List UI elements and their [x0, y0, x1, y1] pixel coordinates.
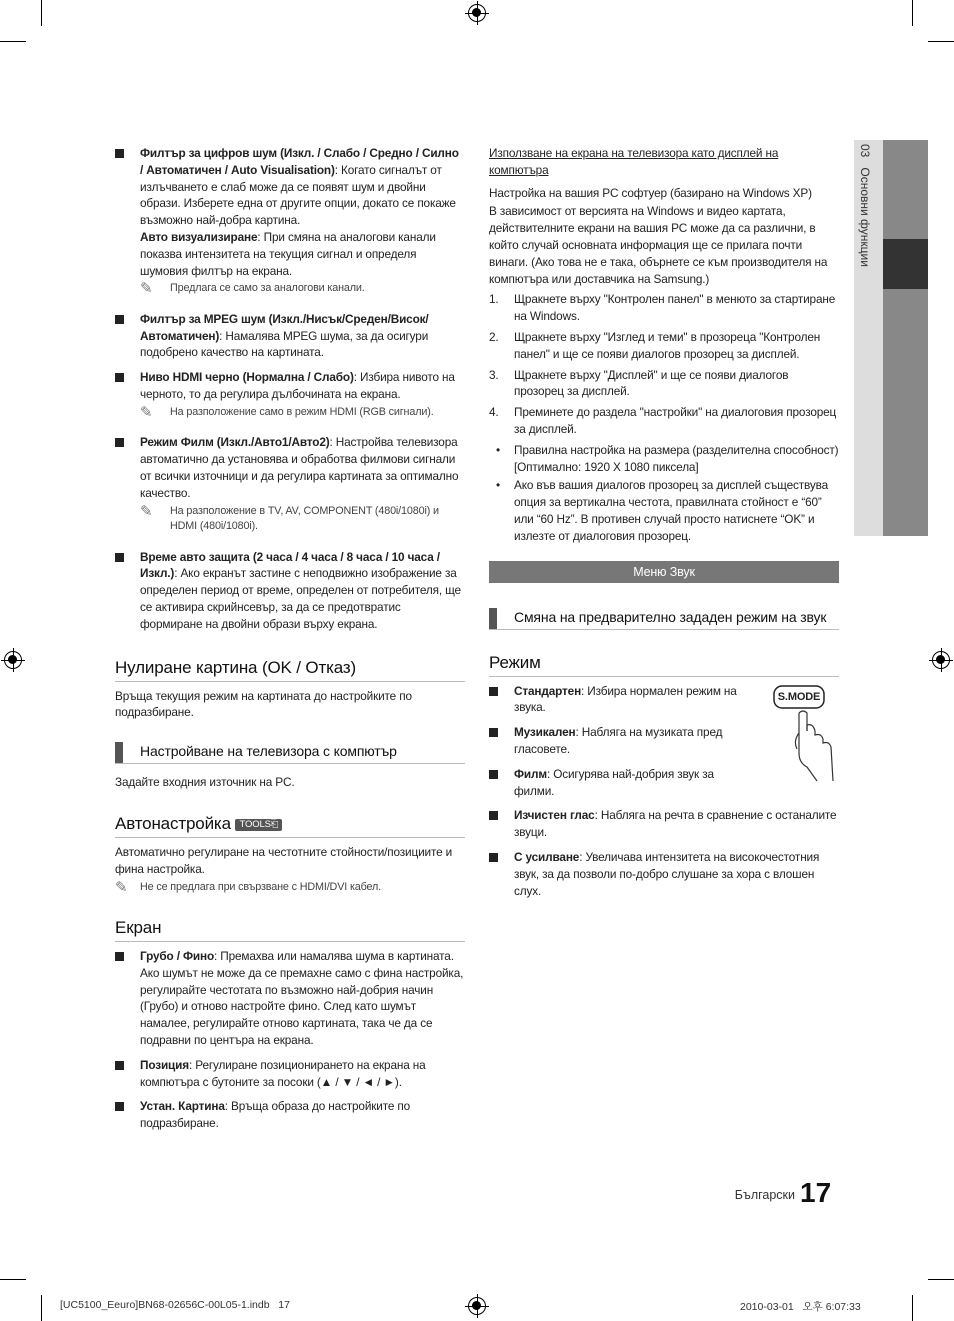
crop-mark [0, 41, 26, 42]
subsection-heading: Смяна на предварително зададен режим на звук [489, 607, 839, 630]
list-item: Ниво HDMI черно (Нормална / Слабо): Избира нивото на черното, то да регулира дълбочината на екрана. ✎ На разположение само в режим HDMI (RGB сигнали). [115, 369, 465, 420]
side-tab-marker [883, 239, 928, 289]
crop-mark [41, 0, 42, 26]
list-item: • Ако във вашия диалогов прозорец за дисплей съществува опция за вертикална честота, правилната стойност е “60” или “60 Hz”. В противен случай просто натиснете “OK” и излезте от диалоговия прозорец. [496, 478, 829, 543]
slug-date: 2010-03-01 오후 6:07:33 [740, 1301, 861, 1313]
note-pencil-icon: ✎ [140, 502, 153, 520]
note-pencil-icon: ✎ [140, 403, 153, 421]
note: ✎ На разположение в TV, AV, COMPONENT (480i/1080i) и HDMI (480i/1080i). [140, 502, 439, 533]
note-pencil-icon: ✎ [115, 878, 128, 896]
crop-mark [912, 1295, 913, 1321]
paragraph: Автоматично регулиране на честотните стойности/позициите и фина настройка. [115, 844, 453, 876]
list-item: Изчистен глас: Наблягa на речта в сравнение с останалите звуци. [489, 807, 839, 841]
section-heading: Нулиране картина (OK / Отказ) [115, 657, 465, 682]
paragraph: В зависимост от версията на Windows и видео картата, действителните екрани на вашия PC може да са различни, в който случай основната информация ще се прилага почти винаги. (Ако това не е така, обърнете се към производителя на компютъра или доставчика на Samsung.) [489, 204, 828, 286]
side-tab-label: 03 Основни функции [858, 144, 872, 267]
paragraph: Задайте входния източник на PC. [115, 775, 295, 790]
list-item: 1. Щракнете върху "Контролен панел" в менюто за стартиране на Windows. [489, 292, 836, 324]
note: ✎ Не се предлага при свързване с HDMI/DVI кабел. [115, 878, 382, 896]
pc-display-heading: Използване на екрана на телевизора като дисплей на компютъра [489, 146, 779, 177]
note: ✎ На разположение само в режим HDMI (RGB сигнали). [140, 403, 434, 421]
slug-file: [UC5100_Eeuro]BN68-02656C-00L05-1.indb 17 [60, 1299, 290, 1311]
list-item: Филтър за цифров шум (Изкл. / Слабо / Средно / Силно / Автоматичен / Auto Visualisation): Когато сигналът от излъчването е слаб може да се появят шум и двойни образи. Изберете една от другите опции, докато се покаже възможно най-добра картина. Авто визуализиране: При смяна на аналогови канали показва интензитета на текущия сигнал и определя шумовия филтър на екрана. ✎ Предлага се само за аналогови канали. [115, 145, 465, 297]
section-heading: Режим [489, 652, 839, 677]
crop-mark [928, 1279, 954, 1280]
list-item: 3. Щракнете върху "Дисплей" и ще се появи диалогов прозорец за дисплей. [489, 367, 789, 399]
list-item: Филтър за MPEG шум (Изкл./Нисък/Среден/Висок/ Автоматичен): Намалява MPEG шума, за да осигури подобрено качество на картината. [115, 311, 465, 361]
crop-mark [0, 1279, 26, 1280]
registration-mark-icon [468, 1297, 486, 1315]
list-item: 2. Щракнете върху "Изглед и теми" в прозореца "Контролен панел" и ще се появи диалогов прозорец за дисплей. [489, 329, 821, 361]
list-item: Грубо / Фино: Премахва или намалява шума в картината. Ако шумът не може да се премахне само с фина настройка, регулирайте честотата по възможно най-добрия начин (Грубо) и отново настройте фино. След като шумът намалее, регулирайте отново картината, така че да се подравни по центъра на екрана. [115, 948, 465, 1049]
list-item: Филм: Осигурява най-добрия звук за филми. [489, 766, 744, 800]
list-item: Устан. Картина: Връща образа до настройките по подразбиране. [115, 1098, 465, 1132]
right-column [489, 145, 839, 907]
registration-mark-icon [932, 651, 950, 669]
subsection-heading: Настройване на телевизора с компютър [115, 741, 465, 764]
crop-mark [928, 41, 954, 42]
side-tab-dark [883, 140, 928, 536]
page-number: 17 [800, 1177, 832, 1208]
smode-label: S.MODE [777, 690, 821, 703]
registration-mark-icon [4, 651, 22, 669]
section-heading: Екран [115, 917, 465, 942]
footer-language: Български [734, 1188, 795, 1202]
left-column [115, 145, 465, 1140]
list-item: Режим Филм (Изкл./Авто1/Авто2): Настройва телевизора автоматично да установява и обработва филмови сигнали от всички източници и да регулира картината за оптимално качество. ✎ На разположение в TV, AV, COMPONENT (480i/1080i) и HDMI (480i/1080i). [115, 434, 465, 534]
list-item: Време авто защита (2 часа / 4 часа / 8 часа / 10 часа / Изкл.): Ако екранът застине с неподвижно изображение за определен период от време, определен от потребителя, ще се активира скрийнсевър, за да се предотвратис формиране на двойни образи върху екрана. [115, 549, 465, 633]
list-item: 4. Преминете до раздела "настройки" на диалоговия прозорец за дисплей. [489, 405, 837, 436]
section-heading: Автонастройка TOOLS⎗ [115, 813, 465, 838]
list-item: Музикален: Наблягa на музиката пред гласовете. [489, 724, 744, 758]
crop-mark [41, 1295, 42, 1321]
registration-mark-icon [468, 4, 486, 22]
list-item: Позиция: Регулиране позиционирането на екрана на компютъра с бутоните за посоки (▲ / ▼ / ◄ / ►). [115, 1057, 465, 1091]
menu-banner: Меню Звук [489, 561, 839, 583]
paragraph: Настройка на вашия PC софтуер (базирано на Windows XP) [489, 185, 812, 200]
list-item: С усилване: Увеличава интензитета на високочестотния звук, за да позволи по-добро слушане за хора с влошен слух. [489, 849, 839, 899]
side-tab [854, 140, 883, 536]
note-pencil-icon: ✎ [140, 280, 153, 298]
remote-hand-illustration [771, 683, 841, 783]
paragraph: Връща текущия режим на картината до настройките по подразбиране. [115, 688, 412, 720]
note: ✎ Предлага се само за аналогови канали. [140, 280, 365, 298]
list-item: • Правилна настройка на размера (разделителна способност) [Оптимално: 1920 X 1080 пиксела] [496, 442, 839, 474]
list-item: Стандартен: Избира нормален режим на звука. [489, 683, 744, 717]
crop-mark [912, 0, 913, 26]
tools-button-icon: TOOLS⎗ [235, 819, 282, 831]
